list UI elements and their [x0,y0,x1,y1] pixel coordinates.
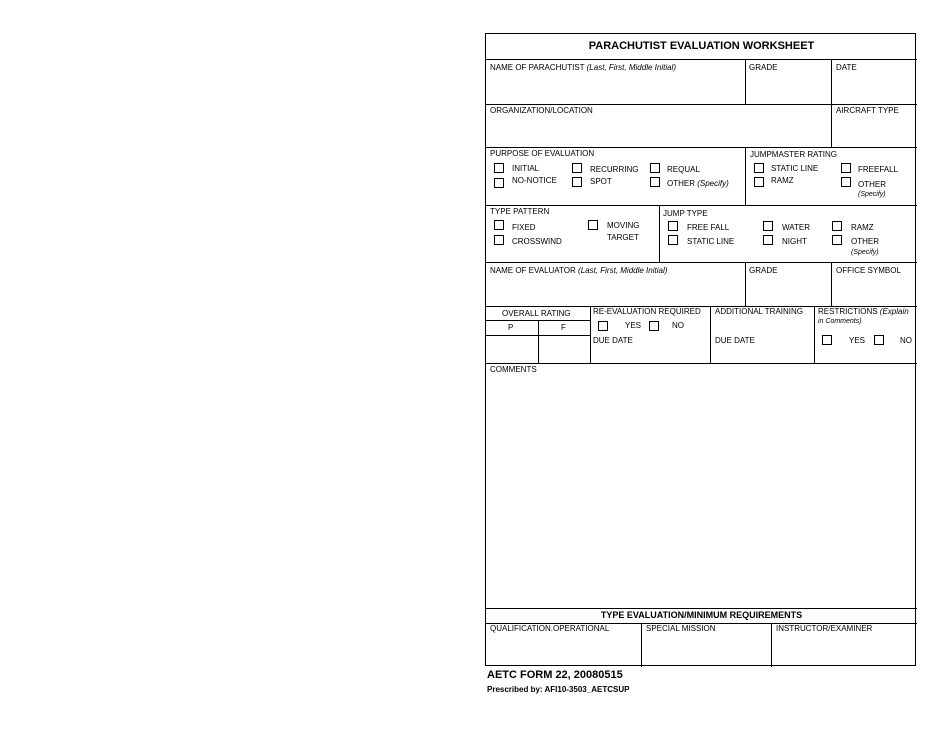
overall-rating-label: OVERALL RATING [502,309,571,318]
divider [831,104,832,147]
jm-static-line-checkbox[interactable] [754,163,764,173]
purpose-other-label: OTHER (Specify) [667,179,729,188]
comments-field[interactable] [488,377,915,606]
restrictions-hint: (Explain [879,307,909,316]
grade-field[interactable] [747,74,829,103]
form-id: AETC FORM 22, 20080515 [487,669,623,681]
free-fall-checkbox[interactable] [668,221,678,231]
fixed-checkbox[interactable] [494,220,504,230]
organization-field[interactable] [488,118,829,146]
fail-field[interactable] [539,336,589,362]
purpose-other-checkbox[interactable] [650,177,660,187]
comments-label: COMMENTS [490,365,537,374]
divider [486,104,917,105]
purpose-other-hint: (Specify) [697,179,729,188]
divider [745,59,746,104]
instructor-examiner-label: INSTRUCTOR/EXAMINER [776,624,873,633]
grade-label: GRADE [749,63,778,72]
jump-type-label: JUMP TYPE [663,209,708,218]
divider [659,205,660,262]
evaluator-grade-field[interactable] [747,277,829,305]
type-evaluation-heading: TYPE EVALUATION/MINIMUM REQUIREMENTS [600,610,803,620]
date-label: DATE [836,63,857,72]
spot-checkbox[interactable] [572,177,582,187]
jm-other-checkbox[interactable] [841,177,851,187]
pass-label: P [508,323,514,332]
restrictions-yes-label: YES [849,336,866,345]
restrictions-hint-2: in Comments) [818,318,862,325]
recurring-label: RECURRING [590,165,639,174]
jt-ramz-checkbox[interactable] [832,221,842,231]
divider [641,623,642,667]
divider [745,147,746,205]
divider [486,59,917,60]
parachutist-name-field[interactable] [488,74,743,103]
qualification-field[interactable] [488,636,639,665]
training-due-date-label: DUE DATE [715,336,755,345]
jt-other-hint: (Specify) [851,249,879,256]
no-notice-checkbox[interactable] [494,178,504,188]
special-mission-field[interactable] [643,636,769,665]
evaluator-grade-label: GRADE [749,266,778,275]
divider [486,147,917,148]
parachutist-name-label: NAME OF PARACHUTIST (Last, First, Middle Initial) [490,63,676,72]
jt-static-line-checkbox[interactable] [668,235,678,245]
purpose-label: PURPOSE OF EVALUATION [490,149,595,158]
jt-other-checkbox[interactable] [832,235,842,245]
reevaluation-label: RE-EVALUATION REQUIRED [593,307,701,316]
recurring-checkbox[interactable] [572,163,582,173]
evaluator-hint: (Last, First, Middle Initial) [578,266,668,275]
jm-freefall-checkbox[interactable] [841,163,851,173]
jumpmaster-label: JUMPMASTER RATING [750,150,837,159]
reeval-no-label: NO [672,321,684,330]
name-hint: (Last, First, Middle Initial) [586,63,676,72]
initial-label: INITIAL [512,164,540,173]
evaluator-name-field[interactable] [488,277,743,305]
crosswind-label: CROSSWIND [512,237,562,246]
jm-static-line-label: STATIC LINE [771,164,819,173]
jm-ramz-checkbox[interactable] [754,177,764,187]
special-mission-label: SPECIAL MISSION [646,624,716,633]
form-title: PARACHUTIST EVALUATION WORKSHEET [588,40,815,52]
spot-label: SPOT [590,177,612,186]
instructor-examiner-field[interactable] [773,636,915,665]
jm-ramz-label: RAMZ [771,176,794,185]
jm-other-label: OTHER [858,180,886,189]
requal-label: REQUAL [667,165,700,174]
restrictions-no-label: NO [900,336,912,345]
divider [814,306,815,363]
restrictions-no-checkbox[interactable] [874,335,884,345]
qualification-label: QUALIFICATION.OPERATIONAL [490,624,610,633]
type-pattern-label: TYPE PATTERN [490,207,550,216]
free-fall-label: FREE FALL [687,223,730,232]
reeval-no-checkbox[interactable] [649,321,659,331]
office-symbol-label: OFFICE SYMBOL [836,266,901,275]
initial-checkbox[interactable] [494,163,504,173]
jt-static-line-label: STATIC LINE [687,237,735,246]
date-field[interactable] [833,74,915,103]
divider [745,262,746,306]
restrictions-yes-checkbox[interactable] [822,335,832,345]
target-label: TARGET [607,233,639,242]
night-checkbox[interactable] [763,235,773,245]
evaluation-form [485,33,916,666]
divider [486,205,917,206]
jm-freefall-label: FREEFALL [858,165,899,174]
moving-label: MOVING [607,221,640,230]
divider [831,262,832,306]
water-checkbox[interactable] [763,221,773,231]
prescribed-by: Prescribed by: AFI10-3503_AETCSUP [487,685,630,694]
aircraft-type-label: AIRCRAFT TYPE [836,106,899,115]
office-symbol-field[interactable] [833,277,915,305]
requal-checkbox[interactable] [650,163,660,173]
divider [590,306,591,363]
additional-training-label: ADDITIONAL TRAINING [715,307,804,316]
divider [771,623,772,667]
reeval-yes-checkbox[interactable] [598,321,608,331]
divider [486,363,917,364]
moving-target-checkbox[interactable] [588,220,598,230]
no-notice-label: NO-NOTICE [512,176,557,185]
reeval-yes-label: YES [625,321,642,330]
crosswind-checkbox[interactable] [494,235,504,245]
divider [486,262,917,263]
divider [486,608,917,609]
divider [710,306,711,363]
organization-label: ORGANIZATION/LOCATION [490,106,593,115]
pass-field[interactable] [487,336,537,362]
fixed-label: FIXED [512,223,536,232]
aircraft-type-field[interactable] [833,118,915,146]
jt-ramz-label: RAMZ [851,223,874,232]
divider [831,59,832,104]
reeval-due-date-label: DUE DATE [593,336,633,345]
jt-other-label: OTHER [851,237,879,246]
water-label: WATER [782,223,810,232]
evaluator-name-label: NAME OF EVALUATOR (Last, First, Middle Initial) [490,266,668,275]
restrictions-label: RESTRICTIONS (Explain [818,307,909,316]
night-label: NIGHT [782,237,807,246]
jm-other-hint: (Specify) [858,191,886,198]
fail-label: F [561,323,566,332]
